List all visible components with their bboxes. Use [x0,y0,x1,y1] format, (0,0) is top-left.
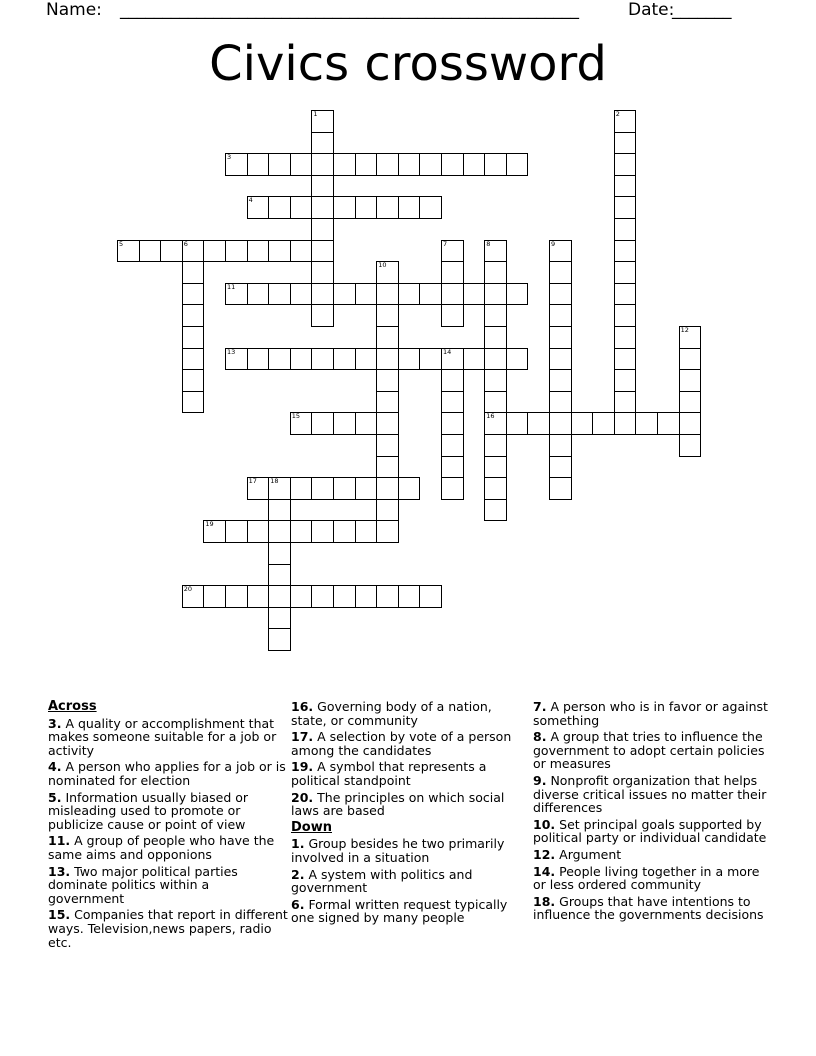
grid-cell[interactable] [506,348,529,371]
grid-cell[interactable] [506,283,529,306]
grid-cell[interactable] [290,283,313,306]
grid-cell[interactable] [268,585,291,608]
clues-column-2 [291,700,531,928]
grid-cell[interactable] [333,348,356,371]
grid-cell[interactable] [679,391,702,414]
grid-cell[interactable] [398,585,421,608]
grid-cell[interactable] [679,348,702,371]
grid-cell[interactable] [182,369,205,392]
grid-cell[interactable] [441,240,464,263]
grid-cell[interactable] [290,585,313,608]
clue-number: 12 [680,326,689,334]
grid-cell[interactable] [311,261,334,284]
grid-cell[interactable] [247,348,270,371]
grid-cell[interactable] [311,520,334,543]
clue-number: 17 [248,477,257,486]
grid-cell[interactable] [398,477,421,500]
date-line[interactable]: _______ [672,0,732,20]
grid-cell[interactable] [484,434,507,457]
grid-cell[interactable] [614,304,637,327]
grid-cell[interactable] [311,304,334,327]
grid-cell[interactable] [376,369,399,392]
clue-across-11: 11. A group of people who have the same aims and opponions [48,833,275,862]
grid-cell[interactable] [376,261,399,284]
grid-cell[interactable] [549,391,572,414]
grid-cell[interactable] [484,499,507,522]
grid-cell[interactable] [247,153,270,176]
grid-cell[interactable] [376,283,399,306]
grid-cell[interactable] [376,196,399,219]
grid-cell[interactable] [549,369,572,392]
clue-across-17: 17. A selection by vote of a person among the candidates [291,729,512,758]
clue-down-8: 8. A group that tries to influence the government to adopt certain policies or measures [533,729,765,772]
grid-cell[interactable] [311,477,334,500]
grid-cell[interactable] [376,434,399,457]
grid-cell[interactable] [463,153,486,176]
grid-cell[interactable] [484,477,507,500]
grid-cell[interactable] [549,240,572,263]
grid-cell[interactable] [333,196,356,219]
grid-cell[interactable] [679,369,702,392]
grid-cell[interactable] [441,391,464,414]
grid-cell[interactable] [484,304,507,327]
grid-cell[interactable] [419,153,442,176]
grid-cell[interactable] [311,218,334,241]
grid-cell[interactable] [355,196,378,219]
grid-cell[interactable] [614,369,637,392]
clue-number: 8 [486,239,491,248]
grid-cell[interactable] [419,348,442,371]
grid-cell[interactable] [311,110,334,133]
grid-cell[interactable] [484,348,507,371]
grid-cell[interactable] [225,520,248,543]
grid-cell[interactable] [290,477,313,500]
clue-down-18: 18. Groups that have intentions to influence the governments decisions [533,893,764,923]
clue-number: 11 [227,282,236,291]
grid-cell[interactable] [355,348,378,371]
grid-cell[interactable] [549,304,572,327]
grid-cell[interactable] [506,153,529,176]
clue-across-16: 16. Governing body of a nation, state, or community [291,699,492,728]
grid-cell[interactable] [182,348,205,371]
grid-cell[interactable] [376,326,399,349]
grid-cell[interactable] [355,585,378,608]
grid-cell[interactable] [268,283,291,306]
grid-cell[interactable] [376,477,399,500]
grid-cell[interactable] [441,369,464,392]
grid-cell[interactable] [419,585,442,608]
clue-down-7: 7. A person who is in favor or against something [533,699,768,728]
grid-cell[interactable] [290,348,313,371]
clue-down-14: 14. People living together in a more or less ordered community [533,863,760,893]
grid-cell[interactable] [268,196,291,219]
grid-cell[interactable] [203,520,226,543]
grid-cell[interactable] [182,326,205,349]
clue-number: 19 [205,520,214,529]
grid-cell[interactable] [463,348,486,371]
grid-cell[interactable] [549,326,572,349]
grid-cell[interactable] [160,240,183,263]
grid-cell[interactable] [268,477,291,500]
grid-cell[interactable] [441,412,464,435]
grid-cell[interactable] [225,240,248,263]
grid-cell[interactable] [225,348,248,371]
grid-cell[interactable] [247,520,270,543]
clue-number: 4 [248,196,253,205]
grid-cell[interactable] [268,153,291,176]
grid-cell[interactable] [333,585,356,608]
grid-cell[interactable] [527,412,550,435]
clue-number: 15 [291,412,301,421]
grid-cell[interactable] [268,542,291,565]
grid-cell[interactable] [290,240,313,263]
clue-number: 13 [227,347,236,356]
clue-number: 9 [551,239,556,248]
grid-cell[interactable] [484,412,507,435]
grid-cell[interactable] [182,283,205,306]
date-label: Date: [628,0,675,20]
grid-cell[interactable] [441,477,464,500]
grid-cell[interactable] [247,196,270,219]
grid-cell[interactable] [268,240,291,263]
grid-cell[interactable] [441,261,464,284]
clue-down-10: 10. Set principal goals supported by political party or individual candidate [533,816,767,846]
clue-down-1: 1. Group besides he two primarily involved in a situation [291,836,505,865]
grid-cell[interactable] [117,240,140,263]
clue-across-3: 3. A quality or accomplishment that makes someone suitable for a job or activity [48,715,277,758]
clue-down-9: 9. Nonprofit organization that helps diverse critical issues no matter their differences [533,772,767,816]
grid-cell[interactable] [657,412,680,435]
grid-cell[interactable] [635,412,658,435]
grid-cell[interactable] [592,412,615,435]
grid-cell[interactable] [614,412,637,435]
clue-across-15: 15. Companies that report in different ways. Television,news papers, radio etc. [48,907,288,950]
grid-cell[interactable] [355,520,378,543]
grid-cell[interactable] [182,240,205,263]
grid-cell[interactable] [376,153,399,176]
grid-cell[interactable] [506,412,529,435]
grid-cell[interactable] [247,477,270,500]
grid-cell[interactable] [203,585,226,608]
grid-cell[interactable] [398,196,421,219]
clue-number: 3 [227,153,232,162]
grid-cell[interactable] [441,153,464,176]
grid-cell[interactable] [679,434,702,457]
grid-cell[interactable] [333,520,356,543]
grid-cell[interactable] [268,607,291,630]
grid-cell[interactable] [376,456,399,479]
grid-cell[interactable] [484,240,507,263]
grid-cell[interactable] [182,261,205,284]
grid-cell[interactable] [311,585,334,608]
grid-cell[interactable] [182,391,205,414]
grid-cell[interactable] [549,283,572,306]
grid-cell[interactable] [398,283,421,306]
grid-cell[interactable] [614,240,637,263]
clue-across-5: 5. Information usually biased or misleading used to promote or publicize cause or point of view [48,789,249,832]
clues-column-3 [533,700,773,925]
grid-cell[interactable] [311,132,334,155]
grid-cell[interactable] [376,520,399,543]
grid-cell[interactable] [290,412,313,435]
grid-cell[interactable] [679,412,702,435]
grid-cell[interactable] [355,153,378,176]
grid-cell[interactable] [614,196,637,219]
clue-number: 7 [443,239,448,248]
grid-cell[interactable] [398,348,421,371]
grid-cell[interactable] [268,628,291,651]
grid-cell[interactable] [376,585,399,608]
grid-cell[interactable] [333,153,356,176]
clue-number: 5 [119,239,124,248]
grid-cell[interactable] [355,412,378,435]
grid-cell[interactable] [484,456,507,479]
grid-cell[interactable] [571,412,594,435]
grid-cell[interactable] [376,304,399,327]
grid-cell[interactable] [311,196,334,219]
clue-down-12: 12. Argument [533,846,622,862]
grid-cell[interactable] [311,175,334,198]
grid-cell[interactable] [614,110,637,133]
grid-cell[interactable] [268,564,291,587]
grid-cell[interactable] [441,348,464,371]
grid-cell[interactable] [290,520,313,543]
grid-cell[interactable] [247,283,270,306]
page-title: Civics crossword [209,36,607,92]
clue-number: 10 [378,261,387,270]
clue-across-19: 19. A symbol that represents a political standpoint [291,759,487,788]
grid-cell[interactable] [484,391,507,414]
grid-cell[interactable] [376,391,399,414]
grid-cell[interactable] [333,477,356,500]
clue-across-20: 20. The principles on which social laws are based [291,789,505,819]
grid-cell[interactable] [398,153,421,176]
grid-cell[interactable] [549,456,572,479]
grid-cell[interactable] [463,283,486,306]
grid-cell[interactable] [419,196,442,219]
name-line[interactable]: ______________________________________________________ [120,0,579,20]
grid-cell[interactable] [225,283,248,306]
grid-cell[interactable] [549,434,572,457]
grid-cell[interactable] [549,477,572,500]
grid-cell[interactable] [441,456,464,479]
grid-cell[interactable] [549,348,572,371]
clue-number: 16 [486,412,495,421]
grid-cell[interactable] [225,153,248,176]
grid-cell[interactable] [484,369,507,392]
grid-cell[interactable] [311,153,334,176]
clue-number: 14 [443,347,452,356]
grid-cell[interactable] [441,283,464,306]
grid-cell[interactable] [484,261,507,284]
grid-cell[interactable] [614,175,637,198]
grid-cell[interactable] [549,261,572,284]
grid-cell[interactable] [549,412,572,435]
grid-cell[interactable] [268,520,291,543]
grid-cell[interactable] [679,326,702,349]
grid-cell[interactable] [614,326,637,349]
grid-cell[interactable] [311,348,334,371]
clue-number: 20 [183,585,193,594]
grid-cell[interactable] [419,283,442,306]
grid-cell[interactable] [203,240,226,263]
grid-cell[interactable] [614,391,637,414]
grid-cell[interactable] [333,283,356,306]
grid-cell[interactable] [355,283,378,306]
clue-down-6: 6. Formal written request typically one signed by many people [291,896,508,926]
grid-cell[interactable] [441,304,464,327]
grid-cell[interactable] [290,196,313,219]
grid-cell[interactable] [268,499,291,522]
clue-across-13: 13. Two major political parties dominate politics within a government [48,863,238,906]
grid-cell[interactable] [333,412,356,435]
clue-across-4: 4. A person who applies for a job or is nominated for election [48,759,286,788]
down-heading: Down [291,819,332,835]
grid-cell[interactable] [441,434,464,457]
grid-cell[interactable] [182,304,205,327]
grid-cell[interactable] [311,412,334,435]
grid-cell[interactable] [311,240,334,263]
grid-cell[interactable] [311,283,334,306]
grid-cell[interactable] [614,132,637,155]
across-heading: Across [48,699,97,714]
grid-cell[interactable] [614,283,637,306]
grid-cell[interactable] [484,326,507,349]
grid-cell[interactable] [376,412,399,435]
grid-cell[interactable] [614,153,637,176]
grid-cell[interactable] [247,585,270,608]
grid-cell[interactable] [376,499,399,522]
grid-cell[interactable] [268,348,291,371]
grid-cell[interactable] [182,585,205,608]
clue-number: 1 [313,110,318,118]
grid-cell[interactable] [225,585,248,608]
grid-cell[interactable] [484,283,507,306]
grid-cell[interactable] [139,240,162,263]
clue-number: 6 [183,239,188,248]
name-label: Name: [46,0,102,20]
grid-cell[interactable] [614,261,637,284]
clue-number: 18 [270,477,279,486]
grid-cell[interactable] [247,240,270,263]
clue-down-2: 2. A system with politics and government [291,866,473,896]
grid-cell[interactable] [376,348,399,371]
grid-cell[interactable] [614,218,637,241]
clues-column-1 [48,700,288,952]
clue-number: 2 [615,110,620,118]
grid-cell[interactable] [290,153,313,176]
grid-cell[interactable] [355,477,378,500]
grid-cell[interactable] [614,348,637,371]
grid-cell[interactable] [484,153,507,176]
